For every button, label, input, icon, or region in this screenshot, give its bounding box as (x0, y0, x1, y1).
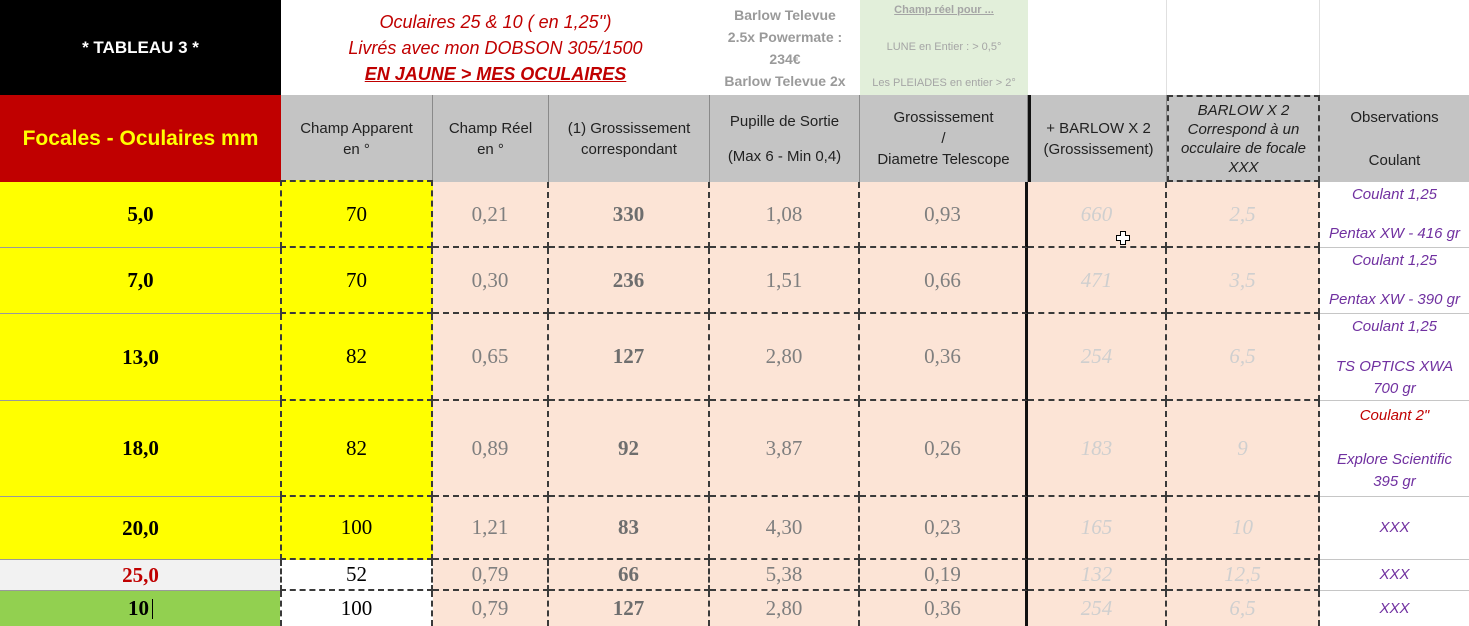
champ-reel-header[interactable] (433, 95, 549, 182)
champ-apparent-cell[interactable] (280, 591, 433, 626)
grossissement-cell[interactable] (549, 560, 710, 591)
observations-bottom: Pentax XW - 416 gr (1329, 225, 1460, 242)
barlow-focale-value: 9 (1237, 435, 1248, 460)
observations-cell[interactable] (1320, 591, 1469, 626)
focales-header-label: Focales - Oculaires mm (22, 126, 259, 150)
observations-header-line-2: Coulant (1368, 151, 1421, 169)
observations-top: Coulant 1,25 (1351, 252, 1438, 269)
observations-cell[interactable] (1320, 401, 1469, 497)
grossissement-header-line-2: correspondant (581, 140, 677, 158)
barlow-focale-header-line-1: BARLOW X 2 (1197, 101, 1290, 119)
champ-reel-value: 1,21 (471, 515, 509, 539)
gross-diametre-header-line-1: Grossissement (893, 109, 994, 126)
text-caret (152, 599, 153, 619)
barlow-note-line-1: Barlow Televue (734, 6, 836, 23)
champ-apparent-value: 82 (346, 344, 367, 368)
grossissement-value: 92 (618, 435, 639, 460)
barlow-focale-cell[interactable] (1167, 560, 1320, 591)
pupille-value: 2,80 (765, 344, 803, 368)
grossissement-cell[interactable] (549, 591, 710, 626)
empty-header-cell-1[interactable] (1028, 0, 1167, 95)
champ-apparent-header-line-1: Champ Apparent (300, 119, 413, 137)
pupille-cell[interactable] (710, 401, 860, 497)
grossissement-value: 127 (612, 344, 645, 368)
focale-cell[interactable] (0, 591, 281, 626)
pupille-value: 2,80 (765, 596, 803, 620)
gross-diametre-value: 0,66 (924, 267, 961, 292)
champ-note-lune: LUNE en Entier : > 0,5° (886, 40, 1002, 53)
barlow-gross-header-line-1: + BARLOW X 2 (1046, 119, 1151, 137)
focale-value: 25,0 (122, 562, 159, 587)
barlow-note-line-2: 2.5x Powermate : (727, 28, 843, 45)
barlow-focale-header-line-3: occulaire de focale (1180, 139, 1307, 157)
focale-value: 20,0 (122, 515, 159, 540)
barlow-gross-cell[interactable] (1028, 401, 1167, 497)
barlow-gross-value: 660 (1080, 201, 1113, 226)
observations-bottom: 700 gr (1373, 380, 1416, 397)
gross-diametre-cell[interactable] (860, 591, 1028, 626)
observations-top: XXX (1379, 519, 1410, 536)
barlow-focale-value: 6,5 (1229, 344, 1256, 368)
pupille-cell[interactable] (710, 314, 860, 401)
barlow-gross-value: 254 (1080, 596, 1113, 620)
pupille-header-line-2: (Max 6 - Min 0,4) (727, 147, 842, 165)
champ-apparent-value: 70 (346, 201, 367, 226)
barlow-gross-header[interactable] (1028, 95, 1167, 182)
grossissement-value: 330 (612, 201, 645, 226)
barlow-focale-header-line-4: XXX (1228, 158, 1259, 176)
observations-top: XXX (1379, 566, 1410, 583)
intro-cell[interactable] (281, 0, 710, 95)
observations-header[interactable] (1320, 95, 1469, 182)
observations-top: Coulant 2" (1359, 407, 1430, 424)
focale-cell[interactable] (0, 401, 281, 497)
champ-reel-cell[interactable] (433, 248, 549, 314)
champ-reel-cell[interactable] (433, 560, 549, 591)
observations-cell[interactable] (1320, 248, 1469, 314)
pupille-value: 1,08 (765, 201, 803, 226)
barlow-gross-cell[interactable] (1028, 560, 1167, 591)
barlow-note-line-4: Barlow Televue 2x (724, 72, 846, 89)
champ-reel-header-line-1: Champ Réel (448, 119, 533, 137)
barlow-focale-value: 6,5 (1229, 596, 1256, 620)
barlow-focale-cell[interactable] (1167, 248, 1320, 314)
champ-apparent-header-line-2: en ° (343, 140, 370, 158)
focale-value: 7,0 (127, 268, 154, 292)
champ-note-pleiades: Les PLEIADES en entier > 2° (872, 77, 1016, 89)
champ-apparent-cell[interactable] (280, 248, 433, 314)
intro-line-2: Livrés avec mon DOBSON 305/1500 (348, 37, 643, 58)
gross-diametre-cell[interactable] (860, 248, 1028, 314)
gross-diametre-value: 0,19 (924, 562, 961, 586)
focale-value: 18,0 (122, 436, 159, 460)
barlow-note-line-3: 234€ (769, 50, 801, 67)
champ-note-title: Champ réel pour ... (894, 4, 994, 16)
champ-reel-value: 0,65 (471, 344, 509, 368)
observations-bottom: Pentax XW - 390 gr (1329, 291, 1460, 308)
empty-header-cell-2[interactable] (1167, 0, 1320, 95)
gross-diametre-header-line-3: Diametre Telescope (877, 151, 1010, 168)
observations-cell[interactable] (1320, 182, 1469, 248)
focale-cell[interactable] (0, 248, 281, 314)
barlow-gross-value: 132 (1080, 562, 1113, 586)
intro-line-3: EN JAUNE > MES OCULAIRES (364, 63, 627, 84)
barlow-focale-header[interactable] (1167, 95, 1320, 182)
champ-reel-value: 0,79 (471, 562, 509, 586)
pupille-cell[interactable] (710, 182, 860, 248)
barlow-focale-value: 2,5 (1229, 201, 1256, 226)
barlow-focale-value: 10 (1232, 515, 1253, 539)
observations-mid: Explore Scientific (1336, 451, 1453, 468)
barlow-gross-cell[interactable] (1028, 591, 1167, 626)
champ-reel-cell[interactable] (433, 182, 549, 248)
champ-reel-value: 0,79 (471, 596, 509, 620)
barlow-gross-value: 183 (1080, 435, 1113, 460)
champ-apparent-value: 100 (340, 515, 373, 539)
champ-apparent-cell[interactable] (280, 401, 433, 497)
observations-top: Coulant 1,25 (1351, 318, 1438, 335)
barlow-gross-header-line-2: (Grossissement) (1043, 140, 1154, 158)
grossissement-cell[interactable] (549, 248, 710, 314)
gross-diametre-cell[interactable] (860, 401, 1028, 497)
pupille-cell[interactable] (710, 591, 860, 626)
focale-cell[interactable] (0, 182, 281, 248)
gross-diametre-cell[interactable] (860, 182, 1028, 248)
barlow-gross-cell[interactable] (1028, 248, 1167, 314)
grossissement-cell[interactable] (549, 497, 710, 560)
champ-apparent-value: 70 (346, 267, 367, 292)
champ-reel-header-line-2: en ° (477, 140, 504, 158)
champ-reel-cell[interactable] (433, 591, 549, 626)
champ-apparent-cell[interactable] (280, 560, 433, 591)
barlow-focale-header-line-2: Correspond à un (1187, 120, 1300, 138)
pupille-header-line-1: Pupille de Sortie (729, 112, 840, 130)
pupille-cell[interactable] (710, 497, 860, 560)
pupille-cell[interactable] (710, 248, 860, 314)
gross-diametre-value: 0,36 (924, 344, 961, 368)
grossissement-cell[interactable] (549, 314, 710, 401)
grossissement-value: 66 (618, 562, 639, 586)
champ-apparent-cell[interactable] (280, 497, 433, 560)
barlow-gross-value: 471 (1080, 267, 1113, 292)
grossissement-value: 83 (618, 515, 639, 539)
observations-mid: TS OPTICS XWA (1335, 358, 1454, 375)
barlow-focale-cell[interactable] (1167, 401, 1320, 497)
barlow-focale-cell[interactable] (1167, 591, 1320, 626)
observations-cell[interactable] (1320, 497, 1469, 560)
grossissement-cell[interactable] (549, 182, 710, 248)
barlow-gross-value: 165 (1080, 515, 1113, 539)
pupille-cell[interactable] (710, 560, 860, 591)
grossissement-value: 127 (612, 596, 645, 620)
grossissement-value: 236 (612, 267, 645, 292)
cell-cursor-icon (1116, 231, 1130, 245)
grossissement-cell[interactable] (549, 401, 710, 497)
focale-value: 10 (128, 596, 149, 620)
gross-diametre-cell[interactable] (860, 314, 1028, 401)
champ-reel-cell[interactable] (433, 497, 549, 560)
barlow-gross-cell[interactable] (1028, 182, 1167, 248)
focales-header[interactable] (0, 95, 281, 182)
intro-line-1: Oculaires 25 & 10 ( en 1,25'') (379, 11, 612, 32)
champ-apparent-value: 52 (346, 562, 367, 586)
champ-reel-value: 0,30 (471, 267, 509, 292)
gross-diametre-value: 0,23 (924, 515, 961, 539)
barlow-focale-cell[interactable] (1167, 314, 1320, 401)
focale-value: 13,0 (122, 344, 159, 369)
champ-reel-value: 0,21 (471, 201, 509, 226)
observations-top: XXX (1379, 599, 1410, 617)
champ-reel-value: 0,89 (471, 435, 509, 460)
gross-diametre-cell[interactable] (860, 560, 1028, 591)
barlow-focale-value: 12,5 (1224, 562, 1261, 586)
observations-header-line-1: Observations (1350, 108, 1439, 126)
barlow-gross-value: 254 (1080, 344, 1113, 368)
gross-diametre-value: 0,26 (924, 435, 961, 460)
tableau-label: * TABLEAU 3 * (82, 37, 199, 57)
barlow-focale-cell[interactable] (1167, 182, 1320, 248)
tableau-label-cell[interactable] (0, 0, 281, 95)
gross-diametre-value: 0,93 (924, 201, 961, 226)
barlow-gross-cell[interactable] (1028, 314, 1167, 401)
pupille-value: 4,30 (765, 515, 803, 539)
pupille-value: 5,38 (765, 562, 803, 586)
pupille-value: 3,87 (765, 435, 803, 460)
focale-cell[interactable] (0, 314, 281, 401)
gross-diametre-cell[interactable] (860, 497, 1028, 560)
champ-apparent-value: 100 (340, 596, 373, 620)
focale-cell[interactable] (0, 560, 281, 591)
champ-apparent-value: 82 (346, 435, 367, 460)
focale-value: 5,0 (127, 202, 154, 226)
observations-cell[interactable] (1320, 560, 1469, 591)
focale-cell[interactable] (0, 497, 281, 560)
grossissement-header-line-1: (1) Grossissement (567, 119, 691, 137)
observations-top: Coulant 1,25 (1351, 186, 1438, 203)
champ-apparent-cell[interactable] (280, 180, 433, 248)
champ-apparent-cell[interactable] (280, 314, 433, 401)
barlow-focale-cell[interactable] (1167, 497, 1320, 560)
champ-apparent-header[interactable] (281, 95, 433, 182)
empty-header-cell-3[interactable] (1320, 0, 1469, 95)
observations-cell[interactable] (1320, 314, 1469, 401)
gross-diametre-header-line-2: / (941, 130, 946, 147)
champ-reel-cell[interactable] (433, 314, 549, 401)
grossissement-header[interactable] (549, 95, 710, 182)
champ-reel-note-cell[interactable] (860, 0, 1028, 95)
barlow-gross-cell[interactable] (1028, 497, 1167, 560)
gross-diametre-header[interactable] (860, 95, 1028, 182)
barlow-note-cell[interactable] (710, 0, 860, 95)
observations-bottom: 395 gr (1373, 473, 1416, 490)
pupille-value: 1,51 (765, 267, 803, 292)
champ-reel-cell[interactable] (433, 401, 549, 497)
barlow-focale-value: 3,5 (1229, 267, 1256, 292)
gross-diametre-value: 0,36 (924, 596, 961, 620)
pupille-header[interactable] (710, 95, 860, 182)
